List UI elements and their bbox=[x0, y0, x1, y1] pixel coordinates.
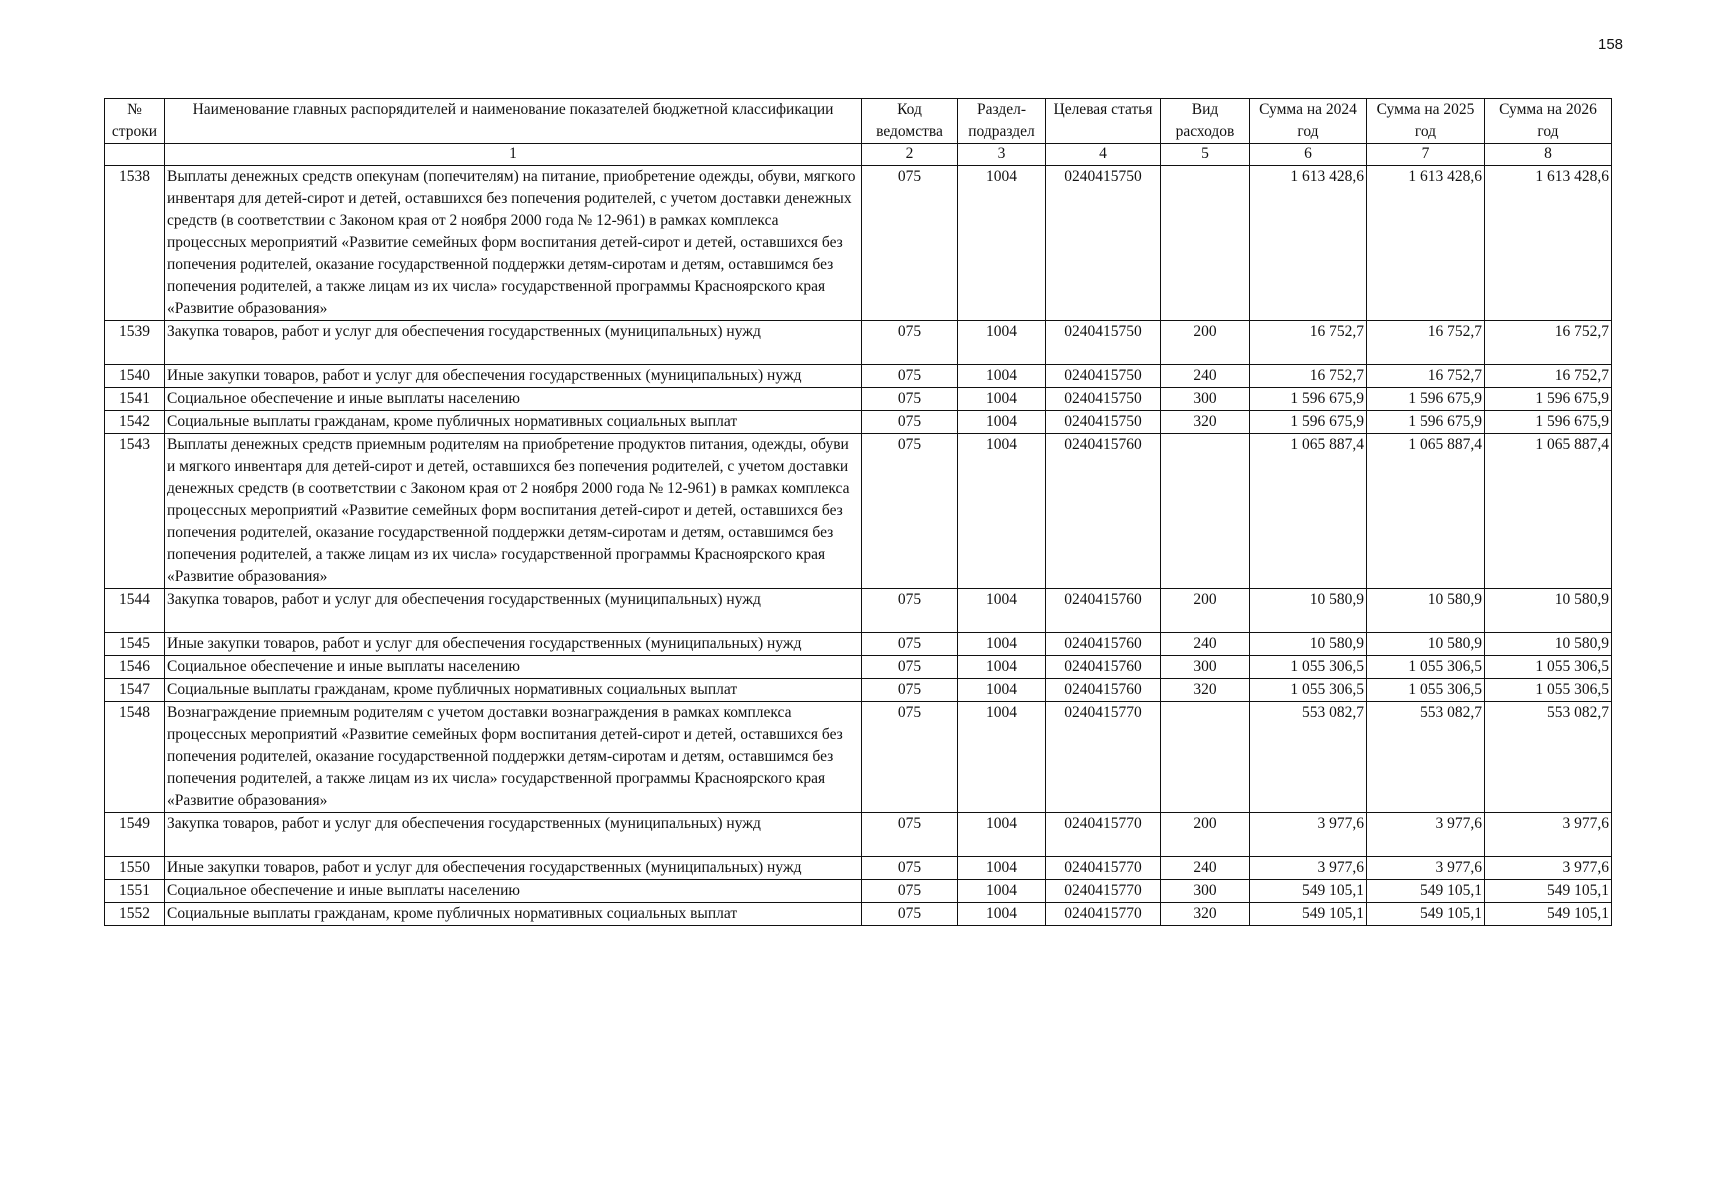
row-sum-2026: 3 977,6 bbox=[1485, 857, 1612, 880]
row-sum-2024: 10 580,9 bbox=[1250, 589, 1367, 633]
row-sum-2026: 1 065 887,4 bbox=[1485, 434, 1612, 589]
row-sum-2025: 10 580,9 bbox=[1367, 589, 1485, 633]
column-number: 1 bbox=[165, 144, 862, 166]
table-row bbox=[105, 656, 1612, 679]
row-code: 075 bbox=[862, 388, 958, 411]
header-2024: Сумма на 2024 год bbox=[1250, 99, 1367, 144]
row-sum-2024: 10 580,9 bbox=[1250, 633, 1367, 656]
row-number: 1541 bbox=[105, 388, 165, 411]
row-sum-2026: 1 596 675,9 bbox=[1485, 411, 1612, 434]
row-number: 1540 bbox=[105, 365, 165, 388]
row-type: 320 bbox=[1161, 679, 1250, 702]
column-number-row bbox=[105, 144, 1612, 166]
row-type: 300 bbox=[1161, 656, 1250, 679]
row-name: Социальные выплаты гражданам, кроме публичных нормативных социальных выплат bbox=[165, 679, 862, 702]
row-target: 0240415770 bbox=[1046, 702, 1161, 813]
row-target: 0240415760 bbox=[1046, 633, 1161, 656]
row-type: 240 bbox=[1161, 857, 1250, 880]
row-type: 300 bbox=[1161, 880, 1250, 903]
table-row bbox=[105, 589, 1612, 633]
row-number: 1545 bbox=[105, 633, 165, 656]
row-section: 1004 bbox=[958, 589, 1046, 633]
row-number: 1551 bbox=[105, 880, 165, 903]
table-row bbox=[105, 388, 1612, 411]
row-sum-2026: 549 105,1 bbox=[1485, 880, 1612, 903]
table-row bbox=[105, 434, 1612, 589]
row-type: 200 bbox=[1161, 321, 1250, 365]
table-row bbox=[105, 166, 1612, 321]
header-2026: Сумма на 2026 год bbox=[1485, 99, 1612, 144]
row-number: 1550 bbox=[105, 857, 165, 880]
budget-table bbox=[104, 98, 1612, 926]
page-number: 158 bbox=[1598, 36, 1624, 53]
row-name: Выплаты денежных средств приемным родителям на приобретение продуктов питания, одежды, обуви и мягкого инвентаря для детей-сирот и детей, оставшихся без попечения родителей, с учетом доставки денежных средств (в соответствии с Законом края от 2 ноября 2000 года № 12-961) в рамках комплекса процессных мероприятий «Развитие семейных форм воспитания детей-сирот и детей, оставшихся без попечения родителей, оказание государственной поддержки детям-сиротам и детям, оставшимся без попечения родителей, а также лицам из их числа» государственной программы Красноярского края «Развитие образования» bbox=[165, 434, 862, 589]
row-code: 075 bbox=[862, 633, 958, 656]
row-section: 1004 bbox=[958, 633, 1046, 656]
column-number: 6 bbox=[1250, 144, 1367, 166]
row-name: Социальные выплаты гражданам, кроме публичных нормативных социальных выплат bbox=[165, 903, 862, 926]
table-row bbox=[105, 321, 1612, 365]
row-target: 0240415750 bbox=[1046, 365, 1161, 388]
row-sum-2024: 549 105,1 bbox=[1250, 903, 1367, 926]
row-code: 075 bbox=[862, 589, 958, 633]
row-code: 075 bbox=[862, 857, 958, 880]
row-type: 240 bbox=[1161, 633, 1250, 656]
row-target: 0240415770 bbox=[1046, 903, 1161, 926]
row-code: 075 bbox=[862, 903, 958, 926]
table-row bbox=[105, 633, 1612, 656]
row-sum-2025: 1 055 306,5 bbox=[1367, 679, 1485, 702]
row-section: 1004 bbox=[958, 679, 1046, 702]
row-sum-2025: 553 082,7 bbox=[1367, 702, 1485, 813]
row-section: 1004 bbox=[958, 166, 1046, 321]
row-sum-2024: 1 055 306,5 bbox=[1250, 679, 1367, 702]
row-sum-2026: 10 580,9 bbox=[1485, 589, 1612, 633]
row-type bbox=[1161, 166, 1250, 321]
row-name: Закупка товаров, работ и услуг для обеспечения государственных (муниципальных) нужд bbox=[165, 589, 862, 633]
row-code: 075 bbox=[862, 880, 958, 903]
header-section: Раздел-подраздел bbox=[958, 99, 1046, 144]
row-sum-2024: 1 613 428,6 bbox=[1250, 166, 1367, 321]
row-section: 1004 bbox=[958, 365, 1046, 388]
row-sum-2024: 1 596 675,9 bbox=[1250, 388, 1367, 411]
column-number: 5 bbox=[1161, 144, 1250, 166]
row-sum-2024: 16 752,7 bbox=[1250, 365, 1367, 388]
row-sum-2025: 1 596 675,9 bbox=[1367, 388, 1485, 411]
row-target: 0240415760 bbox=[1046, 589, 1161, 633]
row-number: 1539 bbox=[105, 321, 165, 365]
table-row bbox=[105, 702, 1612, 813]
row-sum-2025: 16 752,7 bbox=[1367, 321, 1485, 365]
row-name: Иные закупки товаров, работ и услуг для обеспечения государственных (муниципальных) нужд bbox=[165, 365, 862, 388]
row-sum-2024: 1 065 887,4 bbox=[1250, 434, 1367, 589]
row-number: 1543 bbox=[105, 434, 165, 589]
row-number: 1547 bbox=[105, 679, 165, 702]
row-name: Выплаты денежных средств опекунам (попечителям) на питание, приобретение одежды, обуви, мягкого инвентаря для детей-сирот и детей, оставшихся без попечения родителей, с учетом доставки денежных средств (в соответствии с Законом края от 2 ноября 2000 года № 12-961) в рамках комплекса процессных мероприятий «Развитие семейных форм воспитания детей-сирот и детей, оставшихся без попечения родителей, оказание государственной поддержки детям-сиротам и детям, оставшимся без попечения родителей, а также лицам из их числа» государственной программы Красноярского края «Развитие образования» bbox=[165, 166, 862, 321]
row-name: Вознаграждение приемным родителям с учетом доставки вознаграждения в рамках комплекса процессных мероприятий «Развитие семейных форм воспитания детей-сирот и детей, оставшихся без попечения родителей, оказание государственной поддержки детям-сиротам и детям, оставшимся без попечения родителей, а также лицам из их числа» государственной программы Красноярского края «Развитие образования» bbox=[165, 702, 862, 813]
column-number: 8 bbox=[1485, 144, 1612, 166]
row-code: 075 bbox=[862, 679, 958, 702]
table-row bbox=[105, 903, 1612, 926]
row-sum-2025: 3 977,6 bbox=[1367, 813, 1485, 857]
row-section: 1004 bbox=[958, 880, 1046, 903]
row-name: Социальное обеспечение и иные выплаты населению bbox=[165, 388, 862, 411]
row-target: 0240415750 bbox=[1046, 388, 1161, 411]
row-sum-2026: 1 613 428,6 bbox=[1485, 166, 1612, 321]
row-section: 1004 bbox=[958, 813, 1046, 857]
row-sum-2024: 1 596 675,9 bbox=[1250, 411, 1367, 434]
row-target: 0240415750 bbox=[1046, 411, 1161, 434]
row-target: 0240415750 bbox=[1046, 321, 1161, 365]
row-sum-2026: 16 752,7 bbox=[1485, 321, 1612, 365]
row-sum-2026: 1 055 306,5 bbox=[1485, 656, 1612, 679]
row-code: 075 bbox=[862, 411, 958, 434]
row-number: 1546 bbox=[105, 656, 165, 679]
header-code: Код ведомства bbox=[862, 99, 958, 144]
row-target: 0240415770 bbox=[1046, 857, 1161, 880]
table-row bbox=[105, 880, 1612, 903]
header-target: Целевая статья bbox=[1046, 99, 1161, 144]
row-sum-2026: 1 055 306,5 bbox=[1485, 679, 1612, 702]
header-row bbox=[105, 99, 1612, 144]
row-sum-2024: 1 055 306,5 bbox=[1250, 656, 1367, 679]
row-section: 1004 bbox=[958, 434, 1046, 589]
row-name: Социальное обеспечение и иные выплаты населению bbox=[165, 880, 862, 903]
row-sum-2026: 3 977,6 bbox=[1485, 813, 1612, 857]
row-target: 0240415760 bbox=[1046, 434, 1161, 589]
row-section: 1004 bbox=[958, 903, 1046, 926]
row-type: 320 bbox=[1161, 903, 1250, 926]
row-sum-2026: 16 752,7 bbox=[1485, 365, 1612, 388]
header-2025: Сумма на 2025 год bbox=[1367, 99, 1485, 144]
row-section: 1004 bbox=[958, 702, 1046, 813]
row-section: 1004 bbox=[958, 411, 1046, 434]
row-name: Социальные выплаты гражданам, кроме публичных нормативных социальных выплат bbox=[165, 411, 862, 434]
row-type: 320 bbox=[1161, 411, 1250, 434]
row-sum-2025: 10 580,9 bbox=[1367, 633, 1485, 656]
row-sum-2025: 549 105,1 bbox=[1367, 880, 1485, 903]
row-sum-2024: 3 977,6 bbox=[1250, 813, 1367, 857]
row-type: 200 bbox=[1161, 813, 1250, 857]
row-code: 075 bbox=[862, 813, 958, 857]
column-number: 3 bbox=[958, 144, 1046, 166]
row-sum-2024: 549 105,1 bbox=[1250, 880, 1367, 903]
table-row bbox=[105, 679, 1612, 702]
row-type: 240 bbox=[1161, 365, 1250, 388]
row-sum-2025: 16 752,7 bbox=[1367, 365, 1485, 388]
row-sum-2024: 553 082,7 bbox=[1250, 702, 1367, 813]
row-type: 300 bbox=[1161, 388, 1250, 411]
row-code: 075 bbox=[862, 166, 958, 321]
row-name: Социальное обеспечение и иные выплаты населению bbox=[165, 656, 862, 679]
row-target: 0240415760 bbox=[1046, 656, 1161, 679]
table-row bbox=[105, 857, 1612, 880]
row-code: 075 bbox=[862, 321, 958, 365]
row-type bbox=[1161, 434, 1250, 589]
row-number: 1548 bbox=[105, 702, 165, 813]
row-number: 1538 bbox=[105, 166, 165, 321]
row-sum-2025: 549 105,1 bbox=[1367, 903, 1485, 926]
column-number: 7 bbox=[1367, 144, 1485, 166]
row-number: 1542 bbox=[105, 411, 165, 434]
row-target: 0240415770 bbox=[1046, 880, 1161, 903]
row-section: 1004 bbox=[958, 321, 1046, 365]
row-section: 1004 bbox=[958, 656, 1046, 679]
table-row bbox=[105, 365, 1612, 388]
row-sum-2026: 10 580,9 bbox=[1485, 633, 1612, 656]
row-number: 1544 bbox=[105, 589, 165, 633]
row-sum-2025: 1 596 675,9 bbox=[1367, 411, 1485, 434]
table-row bbox=[105, 411, 1612, 434]
row-name: Закупка товаров, работ и услуг для обеспечения государственных (муниципальных) нужд bbox=[165, 321, 862, 365]
row-section: 1004 bbox=[958, 857, 1046, 880]
row-sum-2024: 3 977,6 bbox=[1250, 857, 1367, 880]
row-target: 0240415760 bbox=[1046, 679, 1161, 702]
row-sum-2026: 549 105,1 bbox=[1485, 903, 1612, 926]
row-target: 0240415770 bbox=[1046, 813, 1161, 857]
row-name: Закупка товаров, работ и услуг для обеспечения государственных (муниципальных) нужд bbox=[165, 813, 862, 857]
column-number: 2 bbox=[862, 144, 958, 166]
row-sum-2025: 1 065 887,4 bbox=[1367, 434, 1485, 589]
row-code: 075 bbox=[862, 365, 958, 388]
row-number: 1549 bbox=[105, 813, 165, 857]
header-row-number: № строки bbox=[105, 99, 165, 144]
row-code: 075 bbox=[862, 656, 958, 679]
row-sum-2024: 16 752,7 bbox=[1250, 321, 1367, 365]
row-code: 075 bbox=[862, 702, 958, 813]
row-section: 1004 bbox=[958, 388, 1046, 411]
table-row bbox=[105, 813, 1612, 857]
row-type: 200 bbox=[1161, 589, 1250, 633]
row-sum-2025: 1 613 428,6 bbox=[1367, 166, 1485, 321]
column-number bbox=[105, 144, 165, 166]
row-sum-2026: 1 596 675,9 bbox=[1485, 388, 1612, 411]
header-type: Вид расходов bbox=[1161, 99, 1250, 144]
row-sum-2025: 1 055 306,5 bbox=[1367, 656, 1485, 679]
row-type bbox=[1161, 702, 1250, 813]
row-sum-2025: 3 977,6 bbox=[1367, 857, 1485, 880]
column-number: 4 bbox=[1046, 144, 1161, 166]
row-name: Иные закупки товаров, работ и услуг для обеспечения государственных (муниципальных) нужд bbox=[165, 857, 862, 880]
row-target: 0240415750 bbox=[1046, 166, 1161, 321]
row-sum-2026: 553 082,7 bbox=[1485, 702, 1612, 813]
header-name: Наименование главных распорядителей и наименование показателей бюджетной классификации bbox=[165, 99, 862, 144]
row-name: Иные закупки товаров, работ и услуг для обеспечения государственных (муниципальных) нужд bbox=[165, 633, 862, 656]
row-number: 1552 bbox=[105, 903, 165, 926]
row-code: 075 bbox=[862, 434, 958, 589]
